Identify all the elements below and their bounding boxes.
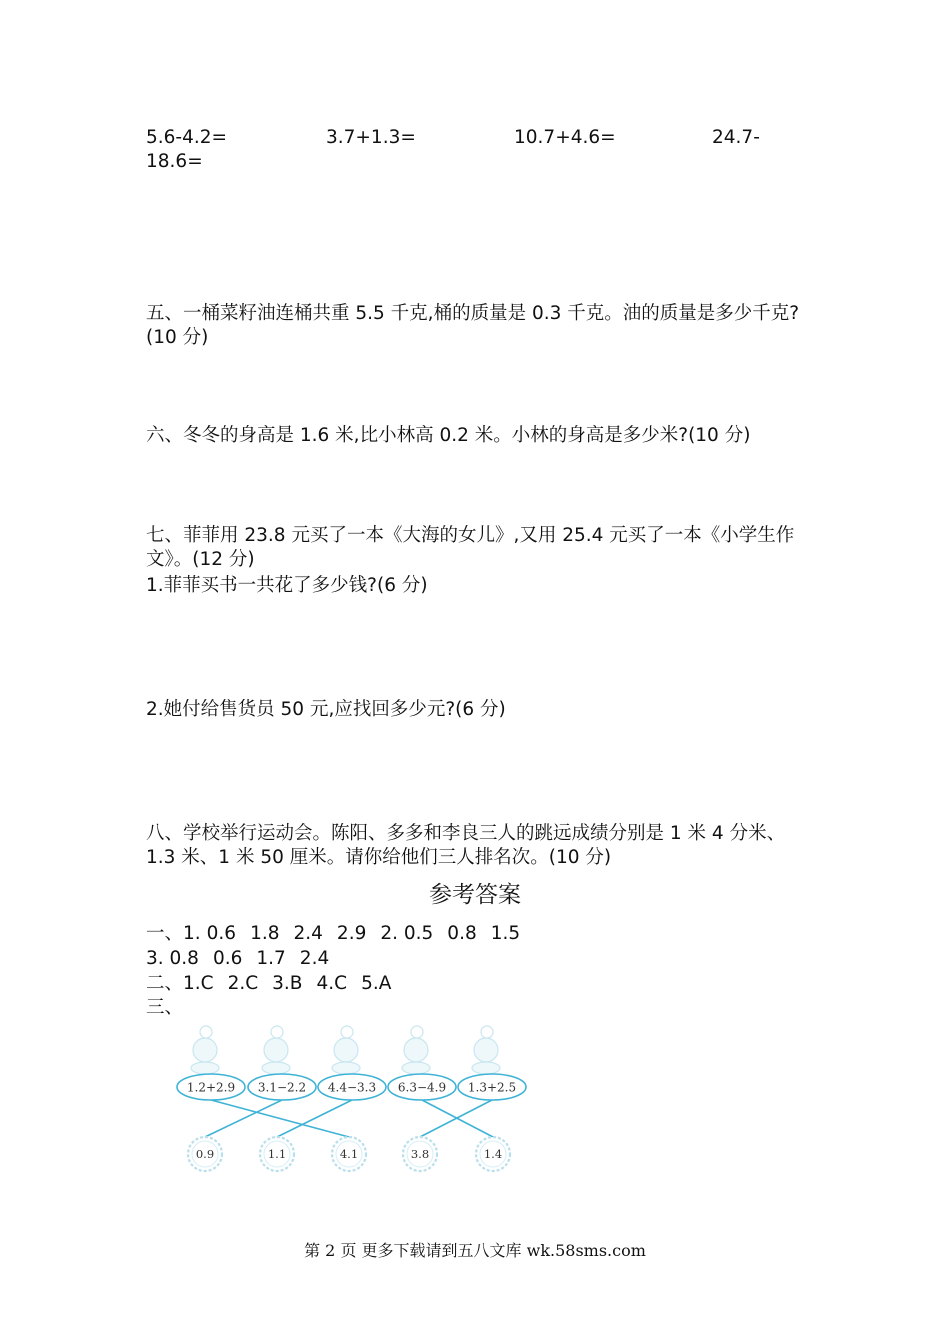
answer-item: 0.6 xyxy=(206,923,237,944)
expression-label: 1.3+2.5 xyxy=(467,1080,517,1095)
answers-row-2 xyxy=(146,947,343,971)
question-7-line2: 文》。(12 分) xyxy=(146,549,255,570)
doll-head-icon xyxy=(404,1038,428,1062)
result-label: 0.9 xyxy=(195,1147,215,1161)
doll-body-icon xyxy=(191,1062,219,1074)
answer-item: 4.C xyxy=(316,973,348,994)
doll-hair-icon xyxy=(481,1026,493,1038)
question-8-line2: 1.3 米、1 米 50 厘米。请你给他们三人排名次。(10 分) xyxy=(146,847,612,868)
answer-item: 3.B xyxy=(272,973,303,994)
answer-item: 0.6 xyxy=(212,948,243,969)
answer-item: 2.9 xyxy=(336,923,367,944)
answers-row-1 xyxy=(146,922,534,946)
match-line xyxy=(277,1100,352,1137)
answer-item: 1.7 xyxy=(256,948,286,969)
equation-4-part2: 18.6= xyxy=(146,151,203,172)
doll-body-icon xyxy=(402,1062,430,1074)
answers-title: 参考答案 xyxy=(429,882,521,908)
match-line xyxy=(205,1100,282,1137)
result-label: 1.4 xyxy=(483,1147,503,1161)
question-6: 六、冬冬的身高是 1.6 米,比小林高 0.2 米。小林的身高是多少米?(10 分) xyxy=(146,425,751,446)
answer-item: 一、1. xyxy=(146,923,201,944)
doll-head-icon xyxy=(264,1038,288,1062)
doll-head-icon xyxy=(334,1038,358,1062)
matching-diagram xyxy=(160,1020,550,1180)
doll-hair-icon xyxy=(271,1026,283,1038)
question-7-line1: 七、菲菲用 23.8 元买了一本《大海的女儿》,又用 25.4 元买了一本《小学生作 xyxy=(146,525,795,546)
question-7-sub2: 2.她付给售货员 50 元,应找回多少元?(6 分) xyxy=(146,699,506,720)
question-7-sub1: 1.菲菲买书一共花了多少钱?(6 分) xyxy=(146,575,428,596)
expression-label: 4.4−3.3 xyxy=(327,1080,377,1095)
equation-2: 3.7+1.3= xyxy=(326,127,416,148)
answer-item: 2.4 xyxy=(299,948,330,969)
expression-label: 3.1−2.2 xyxy=(257,1080,307,1095)
expression-label: 1.2+2.9 xyxy=(186,1080,236,1095)
result-label: 4.1 xyxy=(339,1147,359,1161)
equation-4-part1: 24.7- xyxy=(712,127,760,148)
answer-item: 5.A xyxy=(361,973,392,994)
result-label: 1.1 xyxy=(267,1147,287,1161)
doll-head-icon xyxy=(474,1038,498,1062)
page-footer: 第 2 页 更多下载请到五八文库 wk.58sms.com xyxy=(304,1241,646,1260)
doll-hair-icon xyxy=(341,1026,353,1038)
equation-1: 5.6-4.2= xyxy=(146,127,228,148)
answer-item: 0.8 xyxy=(447,923,477,944)
answer-item: 二、1.C xyxy=(146,973,214,994)
question-5-line1: 五、一桶菜籽油连桶共重 5.5 千克,桶的质量是 0.3 千克。油的质量是多少千克? xyxy=(146,303,800,324)
equation-3: 10.7+4.6= xyxy=(514,127,616,148)
answer-item: 2.4 xyxy=(293,923,323,944)
answer-item: 1.5 xyxy=(490,923,521,944)
answer-item: 1.8 xyxy=(250,923,280,944)
answers-row-3 xyxy=(146,972,405,996)
question-5-line2: (10 分) xyxy=(146,327,209,348)
answer-item: 2.C xyxy=(227,973,259,994)
answer-item: 2. 0.5 xyxy=(380,923,434,944)
result-label: 3.8 xyxy=(410,1147,430,1161)
question-8-line1: 八、学校举行运动会。陈阳、多多和李良三人的跳远成绩分别是 1 米 4 分米、 xyxy=(146,823,786,844)
doll-body-icon xyxy=(262,1062,290,1074)
match-line xyxy=(211,1100,349,1137)
expression-label: 6.3−4.9 xyxy=(397,1080,447,1095)
answers-row-4: 三、 xyxy=(146,997,184,1018)
doll-body-icon xyxy=(332,1062,360,1074)
doll-body-icon xyxy=(472,1062,500,1074)
doll-hair-icon xyxy=(411,1026,423,1038)
doll-hair-icon xyxy=(200,1026,212,1038)
doll-head-icon xyxy=(193,1038,217,1062)
answer-item: 3. 0.8 xyxy=(146,948,199,969)
